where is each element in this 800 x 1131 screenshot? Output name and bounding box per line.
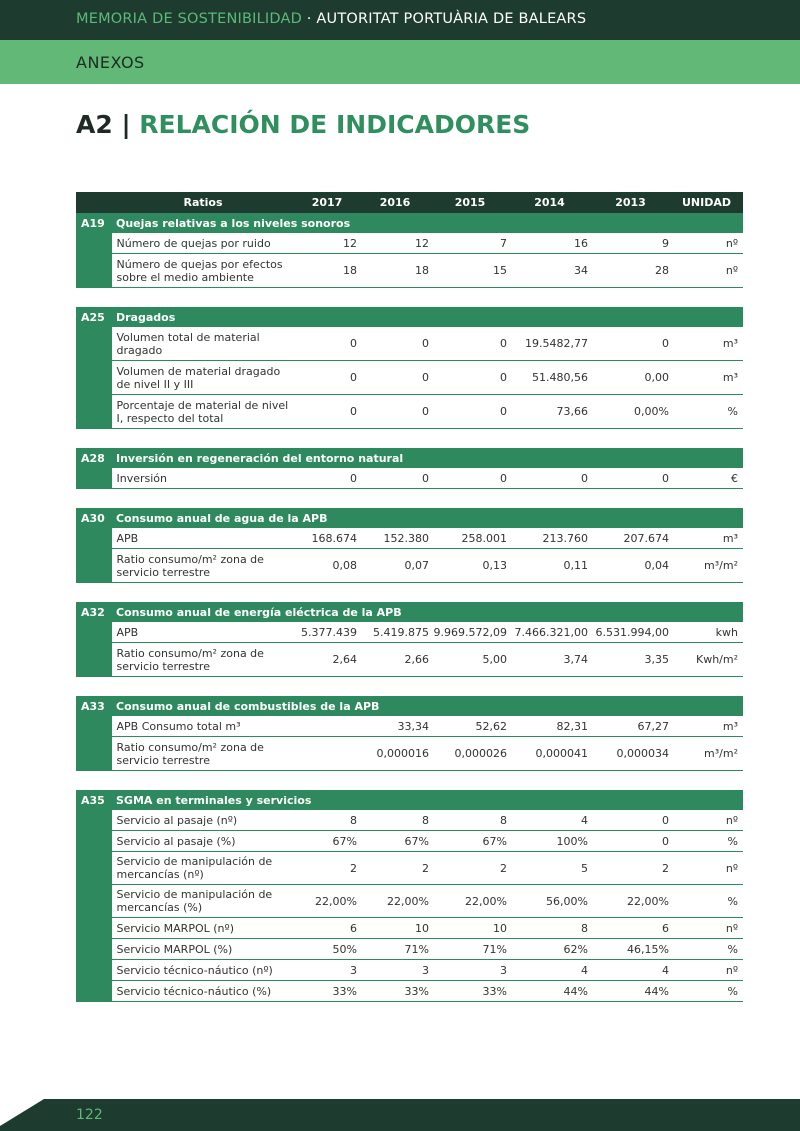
indicator-title: Inversión en regeneración del entorno natural	[111, 448, 743, 468]
footer-wedge-decoration	[0, 1099, 60, 1131]
row-spine	[76, 852, 111, 885]
row-value: 3,35	[590, 643, 671, 677]
table-row	[76, 395, 743, 429]
row-value: 22,00%	[295, 885, 359, 918]
row-spine	[76, 939, 111, 960]
row-spine	[76, 528, 111, 549]
table-row	[76, 528, 743, 549]
row-value: 207.674	[590, 528, 671, 549]
spacer-cell	[76, 429, 743, 449]
row-value: 82,31	[509, 716, 590, 737]
table-row	[76, 361, 743, 395]
row-spine	[76, 885, 111, 918]
row-unit: nº	[671, 254, 743, 288]
indicator-code: A30	[76, 508, 111, 528]
row-value: 0	[359, 361, 431, 395]
row-value: 5,00	[431, 643, 509, 677]
row-value: 67%	[359, 831, 431, 852]
row-value: 71%	[431, 939, 509, 960]
row-value: 9	[590, 233, 671, 254]
row-value: 4	[509, 810, 590, 831]
row-value: 8	[359, 810, 431, 831]
row-unit: m³/m²	[671, 737, 743, 771]
row-value: 213.760	[509, 528, 590, 549]
row-value: 56,00%	[509, 885, 590, 918]
indicator-title: SGMA en terminales y servicios	[111, 790, 743, 810]
row-value: 33%	[359, 981, 431, 1002]
table-row	[76, 716, 743, 737]
row-value: 3	[295, 960, 359, 981]
row-label: APB Consumo total m³	[111, 716, 295, 737]
header-separator: ·	[301, 11, 317, 27]
indicator-code: A35	[76, 790, 111, 810]
row-value: 15	[431, 254, 509, 288]
row-value: 33,34	[359, 716, 431, 737]
spacer-cell	[76, 583, 743, 603]
row-value: 67%	[295, 831, 359, 852]
document-header	[76, 11, 586, 27]
row-label: Servicio al pasaje (nº)	[111, 810, 295, 831]
row-value: 12	[359, 233, 431, 254]
row-value: 0	[295, 468, 359, 489]
row-unit: m³	[671, 716, 743, 737]
row-value: 34	[509, 254, 590, 288]
row-label: Servicio de manipulación de mercancías (%)	[111, 885, 295, 918]
row-spine	[76, 468, 111, 489]
row-unit: m³/m²	[671, 549, 743, 583]
group-spacer	[76, 771, 743, 791]
row-unit: %	[671, 981, 743, 1002]
row-value: 10	[431, 918, 509, 939]
row-value: 51.480,56	[509, 361, 590, 395]
row-unit: nº	[671, 852, 743, 885]
row-label: Servicio MARPOL (%)	[111, 939, 295, 960]
row-unit: €	[671, 468, 743, 489]
row-value: 0,07	[359, 549, 431, 583]
row-value: 8	[431, 810, 509, 831]
row-value: 0	[431, 361, 509, 395]
row-value: 7.466.321,00	[509, 622, 590, 643]
row-value: 258.001	[431, 528, 509, 549]
table-row	[76, 643, 743, 677]
row-value	[295, 716, 359, 737]
group-spacer	[76, 583, 743, 603]
row-value: 16	[509, 233, 590, 254]
group-spacer	[76, 677, 743, 697]
row-value: 6	[295, 918, 359, 939]
row-label: Ratio consumo/m² zona de servicio terrestre	[111, 549, 295, 583]
table-row	[76, 549, 743, 583]
row-value: 3,74	[509, 643, 590, 677]
row-value: 0	[431, 327, 509, 361]
row-value: 5	[509, 852, 590, 885]
column-header-year: 2017	[295, 192, 359, 213]
indicator-code: A19	[76, 213, 111, 233]
row-label: Volumen total de material dragado	[111, 327, 295, 361]
table-row	[76, 468, 743, 489]
column-header-ratios: Ratios	[111, 192, 295, 213]
row-unit: %	[671, 395, 743, 429]
row-unit: nº	[671, 960, 743, 981]
row-label: APB	[111, 528, 295, 549]
table-row	[76, 831, 743, 852]
row-unit: m³	[671, 327, 743, 361]
row-unit: nº	[671, 233, 743, 254]
row-value: 6.531.994,00	[590, 622, 671, 643]
row-value: 0	[431, 468, 509, 489]
row-label: Servicio técnico-náutico (%)	[111, 981, 295, 1002]
page-title	[76, 110, 530, 139]
row-value: 0,000034	[590, 737, 671, 771]
row-unit: Kwh/m²	[671, 643, 743, 677]
row-unit: m³	[671, 361, 743, 395]
indicator-title: Consumo anual de agua de la APB	[111, 508, 743, 528]
spacer-cell	[76, 771, 743, 791]
indicator-title: Dragados	[111, 307, 743, 327]
row-value: 44%	[590, 981, 671, 1002]
row-value: 5.377.439	[295, 622, 359, 643]
row-value: 62%	[509, 939, 590, 960]
row-spine	[76, 918, 111, 939]
row-value: 0	[590, 327, 671, 361]
group-spacer	[76, 429, 743, 449]
row-spine	[76, 549, 111, 583]
row-value	[295, 737, 359, 771]
row-spine	[76, 737, 111, 771]
row-unit: nº	[671, 810, 743, 831]
table-row	[76, 981, 743, 1002]
row-value: 18	[359, 254, 431, 288]
row-label: Servicio MARPOL (nº)	[111, 918, 295, 939]
row-value: 7	[431, 233, 509, 254]
row-value: 0	[359, 395, 431, 429]
row-value: 8	[509, 918, 590, 939]
row-value: 0,00%	[590, 395, 671, 429]
row-value: 10	[359, 918, 431, 939]
row-value: 0	[295, 395, 359, 429]
header-spacer	[76, 192, 111, 213]
row-spine	[76, 960, 111, 981]
row-value: 3	[359, 960, 431, 981]
row-value: 0	[295, 361, 359, 395]
row-value: 2	[359, 852, 431, 885]
row-value: 4	[590, 960, 671, 981]
row-label: Ratio consumo/m² zona de servicio terrestre	[111, 737, 295, 771]
row-label: Volumen de material dragado de nivel II y III	[111, 361, 295, 395]
group-spacer	[76, 489, 743, 509]
indicators-table	[76, 192, 743, 1002]
row-value: 0	[359, 327, 431, 361]
row-unit: %	[671, 831, 743, 852]
row-value: 9.969.572,09	[431, 622, 509, 643]
spacer-cell	[76, 288, 743, 308]
row-unit: m³	[671, 528, 743, 549]
row-value: 2	[590, 852, 671, 885]
indicator-group-header	[76, 790, 743, 810]
indicator-code: A28	[76, 448, 111, 468]
indicator-code: A32	[76, 602, 111, 622]
row-value: 8	[295, 810, 359, 831]
table-row	[76, 852, 743, 885]
row-value: 2	[431, 852, 509, 885]
row-spine	[76, 327, 111, 361]
row-label: Número de quejas por ruido	[111, 233, 295, 254]
row-value: 0,000041	[509, 737, 590, 771]
indicator-title: Quejas relativas a los niveles sonoros	[111, 213, 743, 233]
table-row	[76, 737, 743, 771]
row-spine	[76, 981, 111, 1002]
row-spine	[76, 361, 111, 395]
row-value: 2	[295, 852, 359, 885]
row-value: 18	[295, 254, 359, 288]
row-value: 0	[509, 468, 590, 489]
document-header-bar	[0, 0, 800, 40]
row-value: 2,66	[359, 643, 431, 677]
row-value: 0,00	[590, 361, 671, 395]
row-spine	[76, 233, 111, 254]
indicator-group-header	[76, 508, 743, 528]
row-unit: kwh	[671, 622, 743, 643]
spacer-cell	[76, 489, 743, 509]
column-header-year: 2013	[590, 192, 671, 213]
row-value: 0,11	[509, 549, 590, 583]
table-row	[76, 327, 743, 361]
row-spine	[76, 810, 111, 831]
organization-name: AUTORITAT PORTUÀRIA DE BALEARS	[316, 11, 587, 27]
row-spine	[76, 254, 111, 288]
indicator-title: Consumo anual de combustibles de la APB	[111, 696, 743, 716]
row-value: 0,000026	[431, 737, 509, 771]
row-label: Servicio técnico-náutico (nº)	[111, 960, 295, 981]
page-title-code: A2 |	[76, 110, 131, 139]
row-value: 71%	[359, 939, 431, 960]
row-value: 0,08	[295, 549, 359, 583]
indicator-title: Consumo anual de energía eléctrica de la APB	[111, 602, 743, 622]
table-row	[76, 939, 743, 960]
row-value: 0,13	[431, 549, 509, 583]
row-value: 2,64	[295, 643, 359, 677]
row-value: 22,00%	[359, 885, 431, 918]
row-label: Ratio consumo/m² zona de servicio terrestre	[111, 643, 295, 677]
page-footer	[0, 1099, 800, 1131]
row-value: 73,66	[509, 395, 590, 429]
row-spine	[76, 643, 111, 677]
column-header-year: 2014	[509, 192, 590, 213]
row-label: Servicio al pasaje (%)	[111, 831, 295, 852]
row-value: 168.674	[295, 528, 359, 549]
indicator-group-header	[76, 213, 743, 233]
row-value: 5.419.875	[359, 622, 431, 643]
section-title: ANEXOS	[76, 53, 145, 72]
group-spacer	[76, 288, 743, 308]
table-row	[76, 254, 743, 288]
indicator-code: A33	[76, 696, 111, 716]
row-value: 33%	[431, 981, 509, 1002]
row-value: 22,00%	[590, 885, 671, 918]
row-value: 0	[431, 395, 509, 429]
page-number: 122	[76, 1107, 103, 1123]
indicator-group-header	[76, 307, 743, 327]
row-value: 0	[590, 810, 671, 831]
row-spine	[76, 831, 111, 852]
column-header-year: 2016	[359, 192, 431, 213]
row-value: 0,04	[590, 549, 671, 583]
row-label: Número de quejas por efectos sobre el medio ambiente	[111, 254, 295, 288]
table-row	[76, 810, 743, 831]
row-value: 22,00%	[431, 885, 509, 918]
row-value: 0	[590, 468, 671, 489]
row-value: 52,62	[431, 716, 509, 737]
row-value: 19.5482,77	[509, 327, 590, 361]
row-value: 100%	[509, 831, 590, 852]
row-value: 0	[295, 327, 359, 361]
indicator-group-header	[76, 696, 743, 716]
row-value: 50%	[295, 939, 359, 960]
row-value: 28	[590, 254, 671, 288]
row-value: 4	[509, 960, 590, 981]
column-header-year: 2015	[431, 192, 509, 213]
table-row	[76, 233, 743, 254]
row-value: 152.380	[359, 528, 431, 549]
row-value: 67,27	[590, 716, 671, 737]
row-unit: nº	[671, 918, 743, 939]
row-value: 0	[359, 468, 431, 489]
row-spine	[76, 716, 111, 737]
table-row	[76, 918, 743, 939]
row-value: 0,000016	[359, 737, 431, 771]
row-spine	[76, 622, 111, 643]
row-value: 0	[590, 831, 671, 852]
row-label: Porcentaje de material de nivel I, respecto del total	[111, 395, 295, 429]
row-label: Inversión	[111, 468, 295, 489]
indicator-group-header	[76, 602, 743, 622]
section-bar	[0, 40, 800, 84]
table-row	[76, 960, 743, 981]
row-value: 67%	[431, 831, 509, 852]
row-value: 44%	[509, 981, 590, 1002]
row-value: 6	[590, 918, 671, 939]
indicator-code: A25	[76, 307, 111, 327]
row-value: 46,15%	[590, 939, 671, 960]
row-unit: %	[671, 939, 743, 960]
report-title: MEMORIA DE SOSTENIBILIDAD	[76, 11, 302, 27]
table-row	[76, 885, 743, 918]
page-title-name: RELACIÓN DE INDICADORES	[139, 110, 531, 139]
row-value: 3	[431, 960, 509, 981]
row-unit: %	[671, 885, 743, 918]
table-row	[76, 622, 743, 643]
column-header-unit: UNIDAD	[671, 192, 743, 213]
row-label: Servicio de manipulación de mercancías (nº)	[111, 852, 295, 885]
row-label: APB	[111, 622, 295, 643]
table-header-row	[76, 192, 743, 213]
indicator-group-header	[76, 448, 743, 468]
spacer-cell	[76, 677, 743, 697]
row-spine	[76, 395, 111, 429]
row-value: 33%	[295, 981, 359, 1002]
row-value: 12	[295, 233, 359, 254]
